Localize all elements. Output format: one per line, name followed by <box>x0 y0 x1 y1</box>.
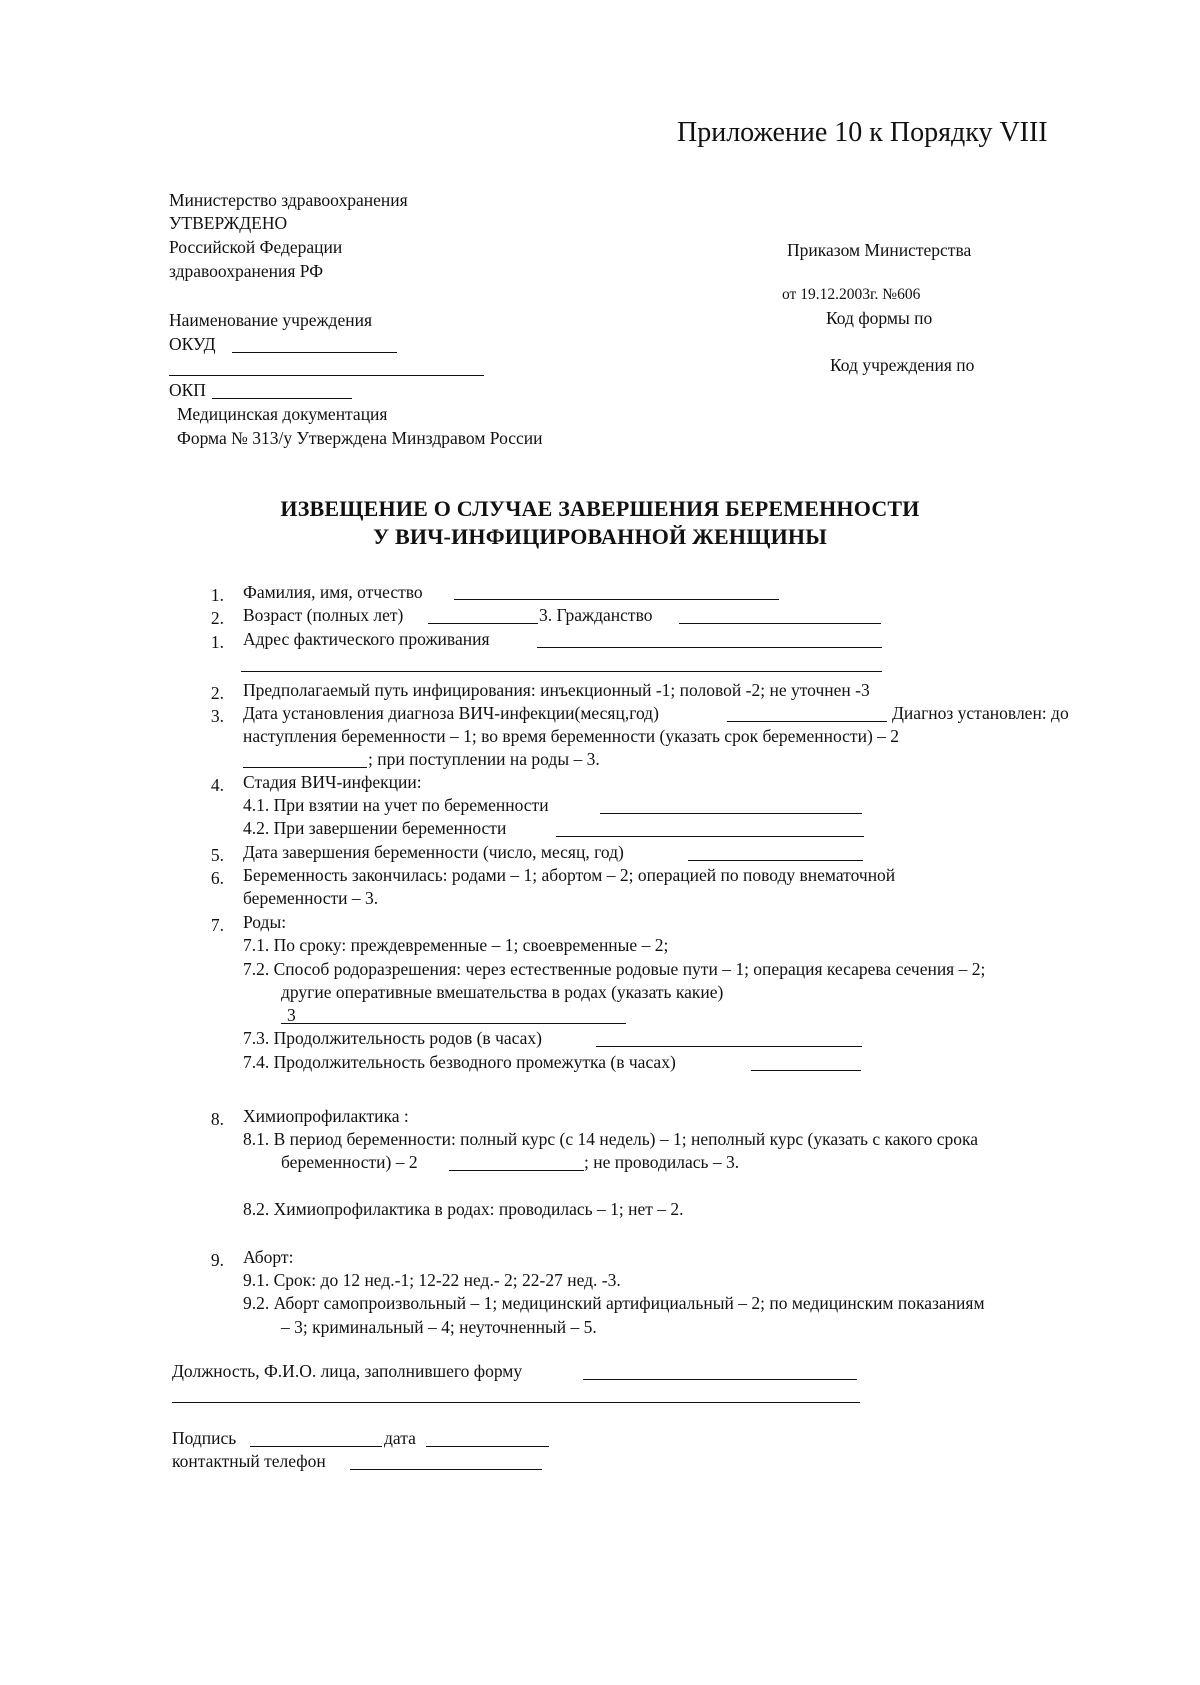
institution-label: Наименование учреждения <box>169 310 373 330</box>
delivery-label: Роды: <box>243 912 287 932</box>
pregnancy-outcome-label: Беременность закончилась: родами – 1; абортом – 2; операцией по поводу внематочной <box>243 865 896 885</box>
infection-route-label: Предполагаемый путь инфицирования: инъекционный -1; половой -2; не уточнен -3 <box>243 680 870 700</box>
pregnancy-term-field[interactable] <box>243 767 367 768</box>
med-doc-label: Медицинская документация <box>177 404 388 424</box>
ministry-line: Министерство здравоохранения <box>169 190 408 210</box>
position-name-field[interactable] <box>583 1379 857 1380</box>
phone-label: контактный телефон <box>172 1451 326 1471</box>
signature-label: Подпись <box>172 1428 237 1448</box>
item-number: 7. <box>210 915 224 935</box>
item-number: 6. <box>210 868 224 888</box>
appendix-title: Приложение 10 к Порядку VIII <box>677 117 1048 148</box>
okp-label: ОКП <box>169 380 206 400</box>
citizenship-label: 3. Гражданство <box>539 605 653 625</box>
address-field-line-2[interactable] <box>241 671 882 672</box>
completion-date-field[interactable] <box>688 860 863 861</box>
item-number: 9. <box>210 1250 224 1270</box>
diagnosis-options-line: наступления беременности – 1; во время беременности (указать срок беременности) – 2 <box>243 726 900 746</box>
pregnancy-outcome-label-end: беременности – 3. <box>243 888 379 908</box>
chemoprophylaxis-label: Химиопрофилактика : <box>243 1106 409 1126</box>
full-name-field[interactable] <box>454 599 779 600</box>
abortion-type-label-end: – 3; криминальный – 4; неуточненный – 5. <box>281 1317 597 1337</box>
address-label: Адрес фактического проживания <box>243 629 490 649</box>
delivery-method-option-3: 3 <box>287 1005 296 1025</box>
stage-completion-label: 4.2. При завершении беременности <box>243 818 507 838</box>
order-label: Приказом Министерства <box>787 240 972 260</box>
stage-registration-label: 4.1. При взятии на учет по беременности <box>243 795 549 815</box>
chemo-partial-term-field[interactable] <box>449 1170 584 1171</box>
position-name-field-line-2[interactable] <box>172 1402 860 1403</box>
diagnosis-established-label: Диагноз установлен: до <box>892 703 1069 723</box>
abortion-term-label: 9.1. Срок: до 12 нед.-1; 12-22 нед.- 2; 22-27 нед. -3. <box>243 1270 621 1290</box>
health-rf-line: здравоохранения РФ <box>169 261 324 281</box>
document-title-line-1: ИЗВЕЩЕНИЕ О СЛУЧАЕ ЗАВЕРШЕНИЯ БЕРЕМЕННОСТИ <box>280 496 920 521</box>
okp-field[interactable] <box>212 398 352 399</box>
date-field[interactable] <box>426 1446 549 1447</box>
item-number: 1. <box>210 585 224 605</box>
item-number: 2. <box>210 608 224 628</box>
chemo-pregnancy-label: 8.1. В период беременности: полный курс (с 14 недель) – 1; неполный курс (указать с какого срока <box>243 1129 978 1149</box>
federation-line: Российской Федерации <box>169 237 343 257</box>
labor-duration-field[interactable] <box>596 1046 862 1047</box>
completion-date-label: Дата завершения беременности (число, месяц, год) <box>243 842 624 862</box>
chemo-pregnancy-none-label: ; не проводилась – 3. <box>584 1152 740 1172</box>
stage-registration-field[interactable] <box>600 813 862 814</box>
address-field[interactable] <box>537 647 882 648</box>
delivery-method-other-label: другие оперативные вмешательства в родах (указать какие) <box>281 982 724 1002</box>
item-number: 3. <box>210 706 224 726</box>
inst-code-label: Код учреждения по <box>830 355 975 375</box>
delivery-term-label: 7.1. По сроку: преждевременные – 1; своевременные – 2; <box>243 935 669 955</box>
item-number: 8. <box>210 1109 224 1129</box>
age-label: Возраст (полных лет) <box>243 605 404 625</box>
age-field[interactable] <box>428 623 538 624</box>
item-number: 4. <box>210 775 224 795</box>
document-title-line-2: У ВИЧ-ИНФИЦИРОВАННОЙ ЖЕНЩИНЫ <box>372 524 828 549</box>
date-label: дата <box>384 1428 416 1448</box>
okud-field[interactable] <box>232 352 397 353</box>
item-number: 5. <box>210 845 224 865</box>
diagnosis-date-label: Дата установления диагноза ВИЧ-инфекции(месяц,год) <box>243 703 659 723</box>
abortion-label: Аборт: <box>243 1247 294 1267</box>
position-name-label: Должность, Ф.И.О. лица, заполнившего форму <box>172 1361 523 1381</box>
item-number: 2. <box>210 683 224 703</box>
approved-label: УТВЕРЖДЕНО <box>169 213 288 233</box>
labor-duration-label: 7.3. Продолжительность родов (в часах) <box>243 1028 542 1048</box>
item-number: 1. <box>210 632 224 652</box>
anhydrous-interval-field[interactable] <box>751 1070 861 1071</box>
citizenship-field[interactable] <box>679 623 881 624</box>
form-number: Форма № 313/у Утверждена Минздравом России <box>177 428 543 448</box>
stage-completion-field[interactable] <box>556 836 864 837</box>
diagnosis-options-end: ; при поступлении на роды – 3. <box>368 749 600 769</box>
full-name-label: Фамилия, имя, отчество <box>243 582 423 602</box>
signature-field[interactable] <box>250 1446 382 1447</box>
order-date: от 19.12.2003г. №606 <box>782 286 921 303</box>
hiv-stage-label: Стадия ВИЧ-инфекции: <box>243 772 422 792</box>
diagnosis-date-field[interactable] <box>727 721 887 722</box>
okud-label: ОКУД <box>169 334 216 354</box>
delivery-method-label: 7.2. Способ родоразрешения: через естественные родовые пути – 1; операция кесарева сечения – 2; <box>243 959 986 979</box>
abortion-type-label: 9.2. Аборт самопроизвольный – 1; медицинский артифициальный – 2; по медицинским показаниям <box>243 1293 985 1313</box>
chemo-delivery-label: 8.2. Химиопрофилактика в родах: проводилась – 1; нет – 2. <box>243 1199 684 1219</box>
anhydrous-interval-label: 7.4. Продолжительность безводного промежутка (в часах) <box>243 1052 676 1072</box>
delivery-method-other-field[interactable] <box>281 1023 626 1024</box>
form-code-label: Код формы по <box>826 308 933 328</box>
chemo-pregnancy-partial-label: беременности) – 2 <box>281 1152 418 1172</box>
phone-field[interactable] <box>350 1469 542 1470</box>
institution-field[interactable] <box>169 375 484 376</box>
